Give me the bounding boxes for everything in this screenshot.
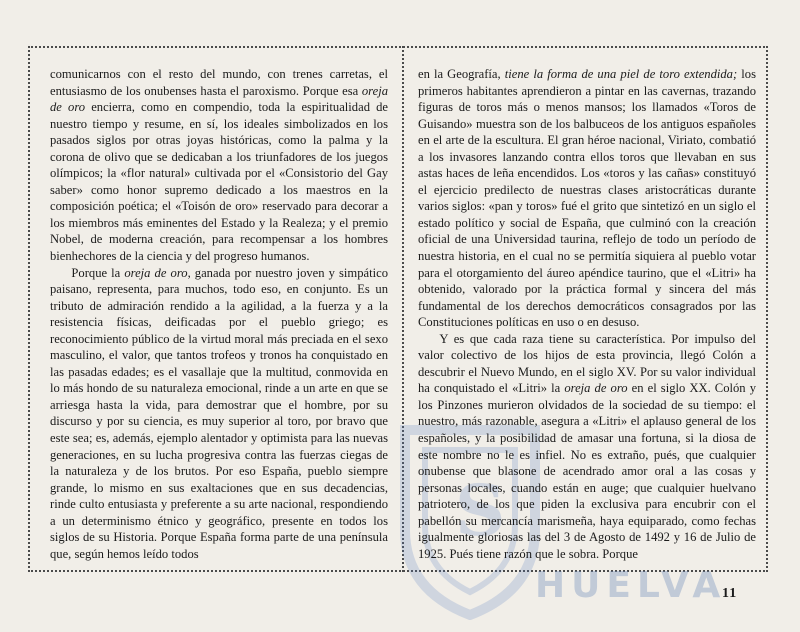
left-column [50, 66, 388, 566]
svg-text:S: S [455, 469, 506, 552]
right-column [418, 66, 756, 566]
left-paragraph-1: comunicarnos con el resto del mundo, con trenes carretas, el entusiasmo de los onubenses hasta el paroxismo. Porque esa oreja de oro encierra, como en compendio, toda la espiritualidad de nuestro tiempo y resume, en sí, los ideales simbolizados en los pasados siglos por otras joyas históricas, como la palma y la corona de olivo que se dedicaban a los triunfadores de los juegos olímpicos; la «flor natural» cultivada por el «Consistorio del Gay saber» como honor supremo dedicado a los maestros en la composición poética; el «Toisón de oro» reservado para decorar a los miembros más eminentes del Estado y la Realeza; y el premio Nobel, de moderna creación, para recompensar a los hombres bienhechores de la ciencia y del progreso humanos. [50, 67, 389, 264]
right-paragraph-1: en la Geografía, tiene la forma de una piel de toro extendida; los primeros habitantes aprendieron a pintar en las cavernas, trazando figuras de toros más o menos mansos; los llamados «Toros de Guisando» muestra son de los balbuceos de los antiguos españoles en el arte de la escultura. El gran héroe nacional, Viriato, combatió a los invasores lanzando contra ellos toros que llevaban en sus astas haces de leña encendidos. Los «toros y las cañas» constituyó el ejercicio predilecto de nuestras clases aristocráticas durante varios siglos: «pan y toros» fué el grito que sintetizó en un siglo el estado político y social de España, que culminó con la creación oficial de una Universidad taurina, reflejo de todo un período de nuestra historia, en el cual no se permitía siquiera al pueblo votar para el otorgamiento del áureo apéndice taurino, que el «Litri» ha obtenido, valorado por la práctica formal y sincera del más fundamental de los derechos democráticos consagrados por las Constituciones políticas en uso o en desuso. [418, 67, 756, 330]
left-paragraph-2: Porque la oreja de oro, ganada por nuestro joven y simpático paisano, representa, para muchos, todo eso, en conjunto. Es un tributo de admiración rendido a la agilidad, a la fuerza y a la resistencia físicas, deificadas por el pueblo griego; es reconocimiento público de la virtud moral más preciada en el sexo masculino, el valor, que tantos trofeos y tronos ha conquistado en las pasadas edades; es el vasallaje que la multitud, conmovida en lo más hondo de su naturaleza emocional, rinde a un arte en que se arriesga hasta la vida, para demostrar que el hombre, por su discurso y por su ciencia, es muy superior al toro, por bravo que este sea; es, además, ejemplo alentador y optimista para las nuevas generaciones, en su lucha progresiva contra las fuerzas ciegas de la naturaleza y de los brutos. Por eso España, pueblo siempre grande, lo mismo en sus exaltaciones que en sus decadencias, rinde culto entusiasta y preferente a su arte nacional, respondiendo a un determinismo étnico y geográfico, presente en todos los siglos de su Historia. Porque España forma parte de una península que, según hemos leído todos [50, 265, 388, 561]
watermark-logo-text: HUELVA [535, 565, 727, 606]
right-paragraph-2: Y es que cada raza tiene su característica. Por impulso del valor colectivo de los hijos de esta provincia, llegó Colón a descubrir el Nuevo Mundo, en el siglo XV. Por su valor individual ha conquistado el «Litri» la oreja de oro en el siglo XX. Colón y los Pinzones murieron olvidados de la sociedad de su tiempo: el nuestro, más razonable, asegura a «Litri» el aplauso general de los españoles, y la posibilidad de amasar una fortuna, si la diosa de este nombre no le es infiel. No es extraño, pués, que cualquier onubense que blasone de acendrado amor oral a las cosas y personas locales, cuando están en auge; que cualquier huelvano patriotero, de los que piden la exclusiva para encubrir con el pabellón su mercancía marismeña, haya equiparado, como fechas igualmente gloriosas las del 3 de Agosto de 1492 y 16 de Julio de 1925. Pués tiene razón que le sobra. Porque [418, 331, 756, 561]
page-number: 11 [722, 586, 738, 601]
column-divider [402, 46, 404, 572]
